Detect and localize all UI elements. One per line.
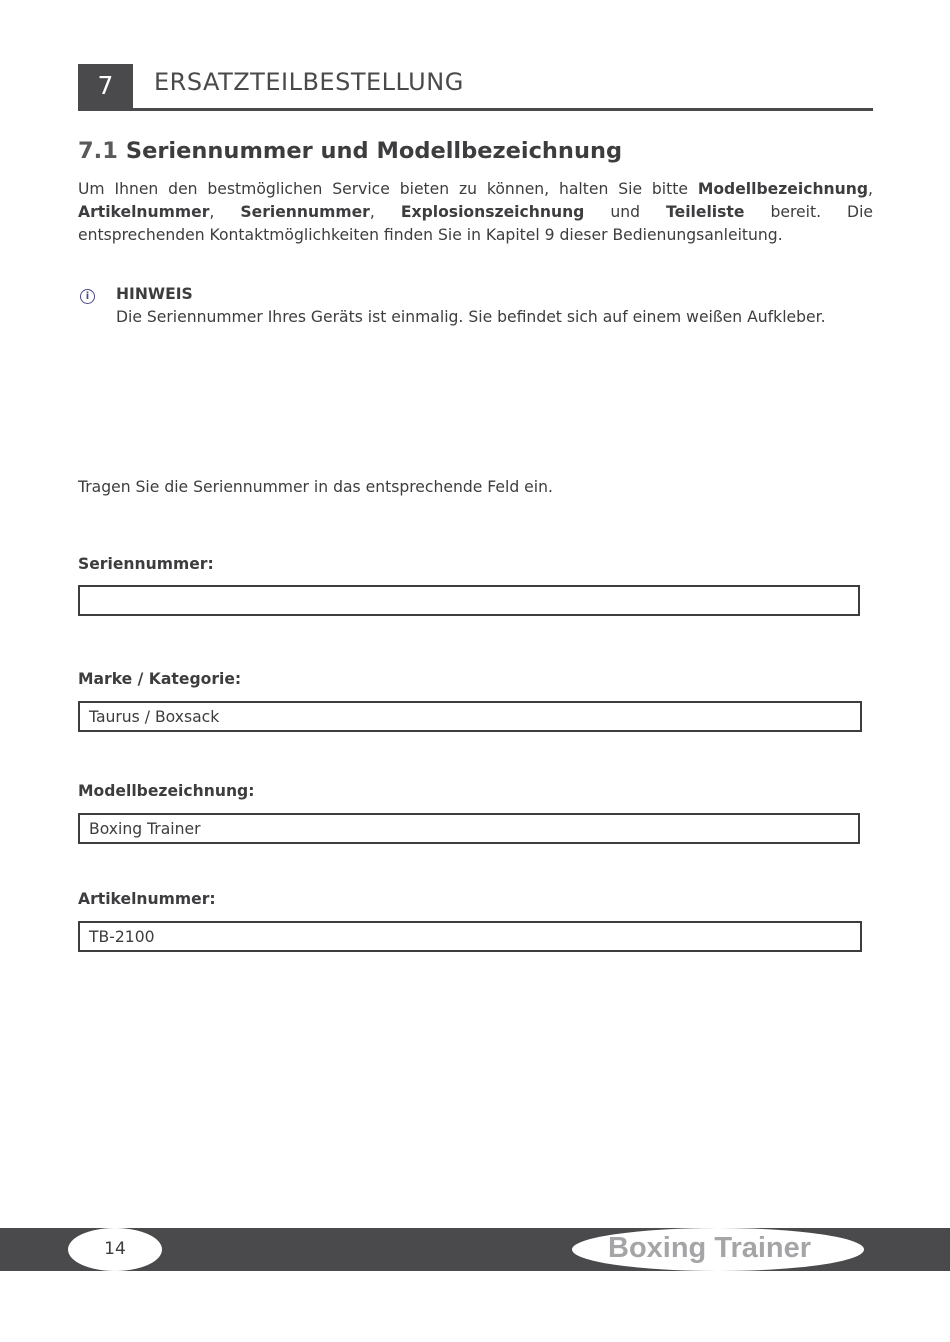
intro-text: bereit. Die entsprechenden Kontaktmöglichkeiten finden Sie in Kapitel 9 dieser Bedienungsanleitung. <box>78 203 873 244</box>
intro-text: , <box>868 180 873 198</box>
intro-paragraph <box>78 178 873 247</box>
intro-text: und <box>584 203 667 221</box>
intro-bold: Modellbezeichnung <box>697 180 869 198</box>
note-text: Die Seriennummer Ihres Geräts ist einmalig. Sie befindet sich auf einem weißen Aufkleber. <box>116 308 826 326</box>
info-icon: i <box>80 289 95 304</box>
intro-text: , <box>209 203 241 221</box>
intro-text: , <box>369 203 401 221</box>
intro-bold: Explosionszeichnung <box>400 203 585 221</box>
section-title <box>78 138 622 164</box>
instruction-text: Tragen Sie die Seriennummer in das entsprechende Feld ein. <box>78 478 553 496</box>
serial-number-field[interactable] <box>78 585 860 616</box>
note-title: HINWEIS <box>116 285 193 303</box>
article-number-field[interactable]: TB-2100 <box>78 921 862 952</box>
article-number-label: Artikelnummer: <box>78 890 216 908</box>
chapter-number: 7 <box>78 64 133 108</box>
model-name-label: Modellbezeichnung: <box>78 782 255 800</box>
chapter-title: ERSATZTEILBESTELLUNG <box>154 68 464 96</box>
intro-text: Um Ihnen den bestmöglichen Service bieten zu können, halten Sie bitte <box>78 180 698 198</box>
serial-number-label: Seriennummer: <box>78 555 214 573</box>
model-name-field[interactable]: Boxing Trainer <box>78 813 860 844</box>
section-title-text: Seriennummer und Modellbezeichnung <box>125 138 623 164</box>
page-number: 14 <box>68 1228 162 1271</box>
chapter-header <box>78 64 873 111</box>
brand-category-field[interactable]: Taurus / Boxsack <box>78 701 862 732</box>
intro-bold: Seriennummer <box>240 203 370 221</box>
brand-name: Boxing Trainer <box>608 1232 812 1264</box>
intro-bold: Artikelnummer <box>78 203 210 221</box>
section-number: 7.1 <box>78 138 118 164</box>
brand-category-label: Marke / Kategorie: <box>78 670 242 688</box>
intro-bold: Teileliste <box>666 203 745 221</box>
